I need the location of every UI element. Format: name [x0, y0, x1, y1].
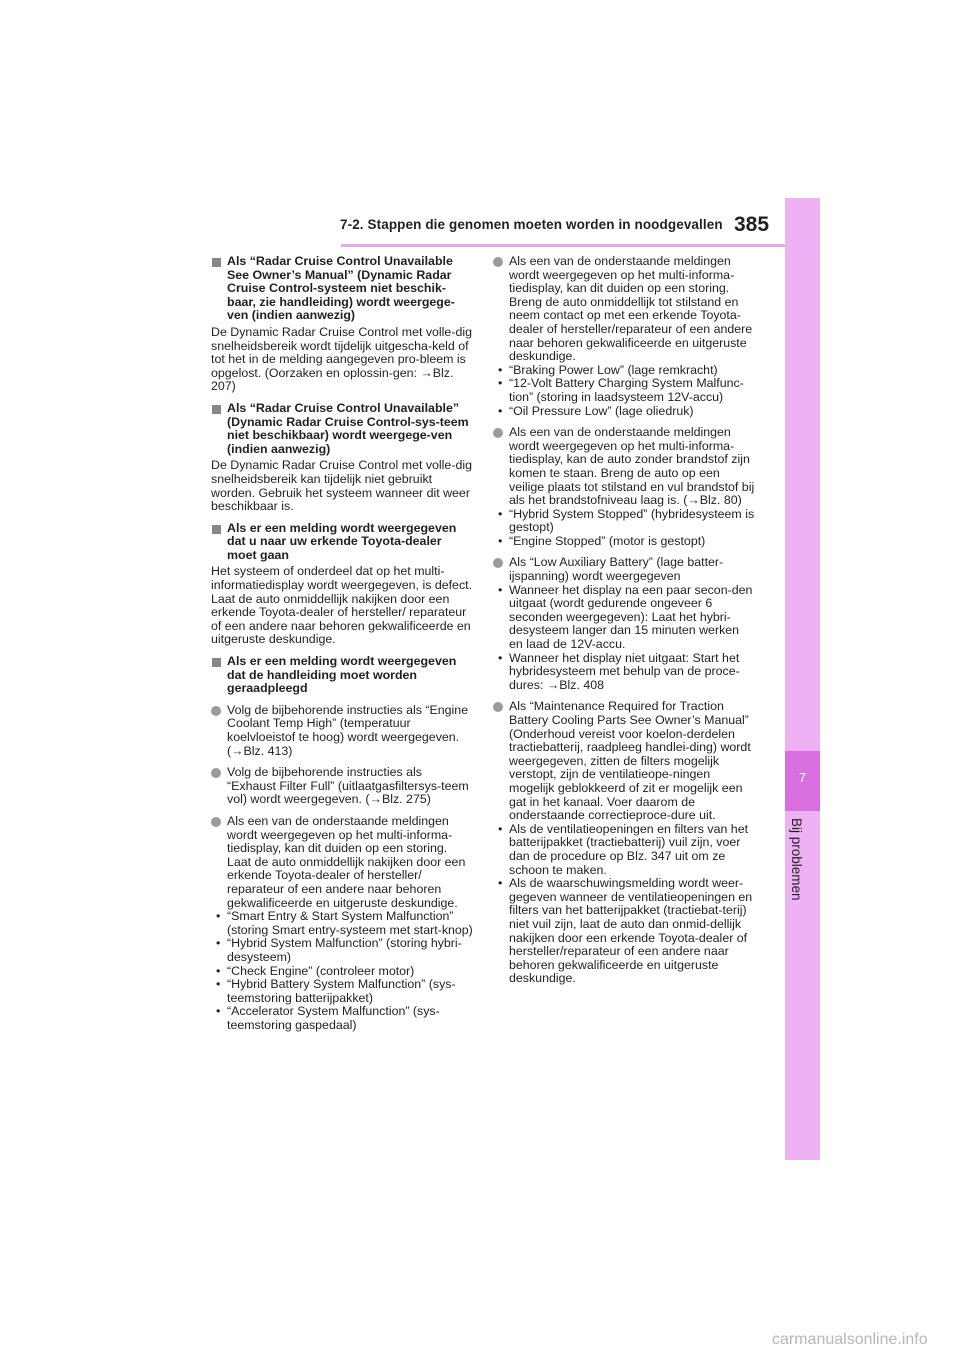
bullet-text: Als een van de onderstaande meldingen wordt weergegeven op het multi-informa-tiedisplay, kan de auto zonder brandstof zijn komen te staan. Breng de auto op een veilige plaats tot stilstand en vul brandstof bij als het brandstofniveau laag is. (→Blz. 80): [493, 426, 756, 508]
bullet-text: Volg de bijbehorende instructies als “Exhaust Filter Full” (uitlaatgasfiltersys-teem vol) wordt weergegeven. (→Blz. 275): [211, 766, 474, 807]
chapter-side-tab: [785, 198, 820, 1160]
round-bullet-icon: [493, 257, 503, 267]
list-item: [211, 766, 474, 807]
square-bullet-icon: [212, 258, 221, 267]
sub-item: • “Check Engine” (controleer motor): [211, 965, 474, 979]
list-item: [211, 815, 474, 1033]
right-column: [493, 255, 756, 994]
section-heading: Als er een melding wordt weergegeven dat de handleiding moet worden geraadpleegd: [211, 655, 474, 696]
section-body: De Dynamic Radar Cruise Control met volle-dig snelheidsbereik wordt tijdelijk uitgescha-keld of tot het in de melding aangegeven pro-bleem is opgelost. (Oorzaken en oplossin-gen: →Blz. 207): [211, 324, 472, 394]
sub-item: • Wanneer het display na een paar secon-den uitgaat (wordt gedurende ongeveer 6 seconden weergegeven): Laat het hybri-desysteem langer dan 15 minuten werken en laad de 12V-accu.: [493, 584, 756, 652]
round-bullet-icon: [211, 768, 221, 778]
square-bullet-icon: [212, 658, 221, 667]
list-item: [211, 704, 474, 758]
section-body: Het systeem of onderdeel dat op het multi-informatiedisplay wordt weergegeven, is defect. Laat de auto onmiddellijk nakijken door een erkende Toyota-dealer of hersteller/ reparateur of een andere naar behoren gekwalificeerde en uitgeruste deskundige.: [211, 564, 473, 647]
list-item: [493, 556, 756, 692]
sub-item: • “Hybrid System Malfunction” (storing hybri-desysteem): [211, 937, 474, 964]
section-title: 7-2. Stappen die genomen moeten worden in noodgevallen: [340, 217, 723, 232]
left-column: [211, 255, 474, 1040]
round-bullet-icon: [493, 702, 503, 712]
sub-item: • “Braking Power Low” (lage remkracht): [493, 364, 756, 378]
round-bullet-icon: [493, 428, 503, 438]
section-body: De Dynamic Radar Cruise Control met volle-dig snelheidsbereik kan tijdelijk niet gebruikt worden. Gebruik het systeem wanneer dit weer beschikbaar is.: [211, 458, 472, 514]
section: [211, 655, 474, 696]
list-item: [493, 255, 756, 418]
list-item: [493, 426, 756, 548]
bullet-text: Als een van de onderstaande meldingen wordt weergegeven op het multi-informa-tiedisplay, kan dit duiden op een storing. Laat de auto onmiddellijk nakijken door een erkende Toyota-dealer of hersteller/ reparateur of een andere naar behoren gekwalificeerde en uitgeruste deskundige.: [211, 815, 474, 910]
header-divider: [341, 244, 785, 247]
bullet-text: Als een van de onderstaande meldingen wordt weergegeven op het multi-informa-tiedisplay, kan dit duiden op een storing. Breng de auto onmiddellijk tot stilstand en neem contact op met een erkende Toyota-dealer of hersteller/reparateur of een andere naar behoren gekwalificeerde en uitgeruste deskundige.: [493, 255, 756, 364]
bullet-text: Als “Low Auxiliary Battery” (lage batter-ijspanning) wordt weergegeven: [493, 556, 756, 583]
list-item: [493, 700, 756, 985]
square-bullet-icon: [212, 525, 221, 534]
round-bullet-icon: [211, 706, 221, 716]
sub-item: • Wanneer het display niet uitgaat: Start het hybridesysteem met behulp van de proce-dures: →Blz. 408: [493, 652, 756, 693]
sub-item: • “Smart Entry & Start System Malfunction” (storing Smart entry-systeem met start-knop): [211, 910, 474, 937]
sub-item: • “Engine Stopped” (motor is gestopt): [493, 535, 756, 549]
chapter-number: 7: [798, 770, 807, 785]
round-bullet-icon: [211, 817, 221, 827]
page-number: 385: [734, 213, 770, 236]
sub-item: • “Hybrid System Stopped” (hybridesysteem is gestopt): [493, 508, 756, 535]
sub-item: • Als de waarschuwingsmelding wordt weer-gegeven wanneer de ventilatieopeningen en filters van het batterijpakket (tractiebat-terij) niet vuil zijn, laat de auto dan onmid-dellijk nakijken door een erkende Toyota-dealer of hersteller/reparateur of een andere naar behoren gekwalificeerde en uitgeruste deskundige.: [493, 877, 756, 986]
watermark: carmanualsonline.info: [772, 1331, 928, 1348]
sub-item: • Als de ventilatieopeningen en filters van het batterijpakket (tractiebatterij) vuil zijn, voer dan de procedure op Blz. 347 uit om ze schoon te maken.: [493, 823, 756, 877]
section-heading: Als “Radar Cruise Control Unavailable” (Dynamic Radar Cruise Control-sys-teem niet beschikbaar) wordt weergege-ven (indien aanwezig): [211, 402, 474, 456]
sub-item: • “Accelerator System Malfunction” (sys-teemstoring gaspedaal): [211, 1005, 474, 1032]
square-bullet-icon: [212, 405, 221, 414]
sub-item: • “Hybrid Battery System Malfunction” (sys-teemstoring batterijpakket): [211, 978, 474, 1005]
sub-item: • “Oil Pressure Low” (lage oliedruk): [493, 405, 756, 419]
section-heading: Als er een melding wordt weergegeven dat u naar uw erkende Toyota-dealer moet gaan: [211, 522, 474, 563]
round-bullet-icon: [493, 558, 503, 568]
sub-item: • “12-Volt Battery Charging System Malfunc-tion” (storing in laadsysteem 12V-accu): [493, 377, 756, 404]
section: [211, 522, 474, 647]
section: [211, 255, 474, 394]
bullet-text: Als “Maintenance Required for Traction Battery Cooling Parts See Owner’s Manual” (Onderhoud vereist voor koelon-derdelen tractiebatterij, raadpleeg handlei-ding) wordt weergegeven, zitten de filters mogelijk verstopt, zijn de ventilatieope-ningen mogelijk geblokkeerd of zit er mogelijk een gat in het kanaal. Voer daarom de onderstaande correctieproce-dure uit.: [493, 700, 756, 822]
bullet-text: Volg de bijbehorende instructies als “Engine Coolant Temp High” (temperatuur koelvloeistof te hoog) wordt weergegeven. (→Blz. 413): [211, 704, 474, 758]
chapter-label: Bij problemen: [789, 818, 804, 901]
section-heading: Als “Radar Cruise Control Unavailable See Owner’s Manual” (Dynamic Radar Cruise Control-systeem niet beschik-baar, zie handleiding) wordt weergege-ven (indien aanwezig): [211, 255, 474, 323]
section: [211, 402, 474, 514]
